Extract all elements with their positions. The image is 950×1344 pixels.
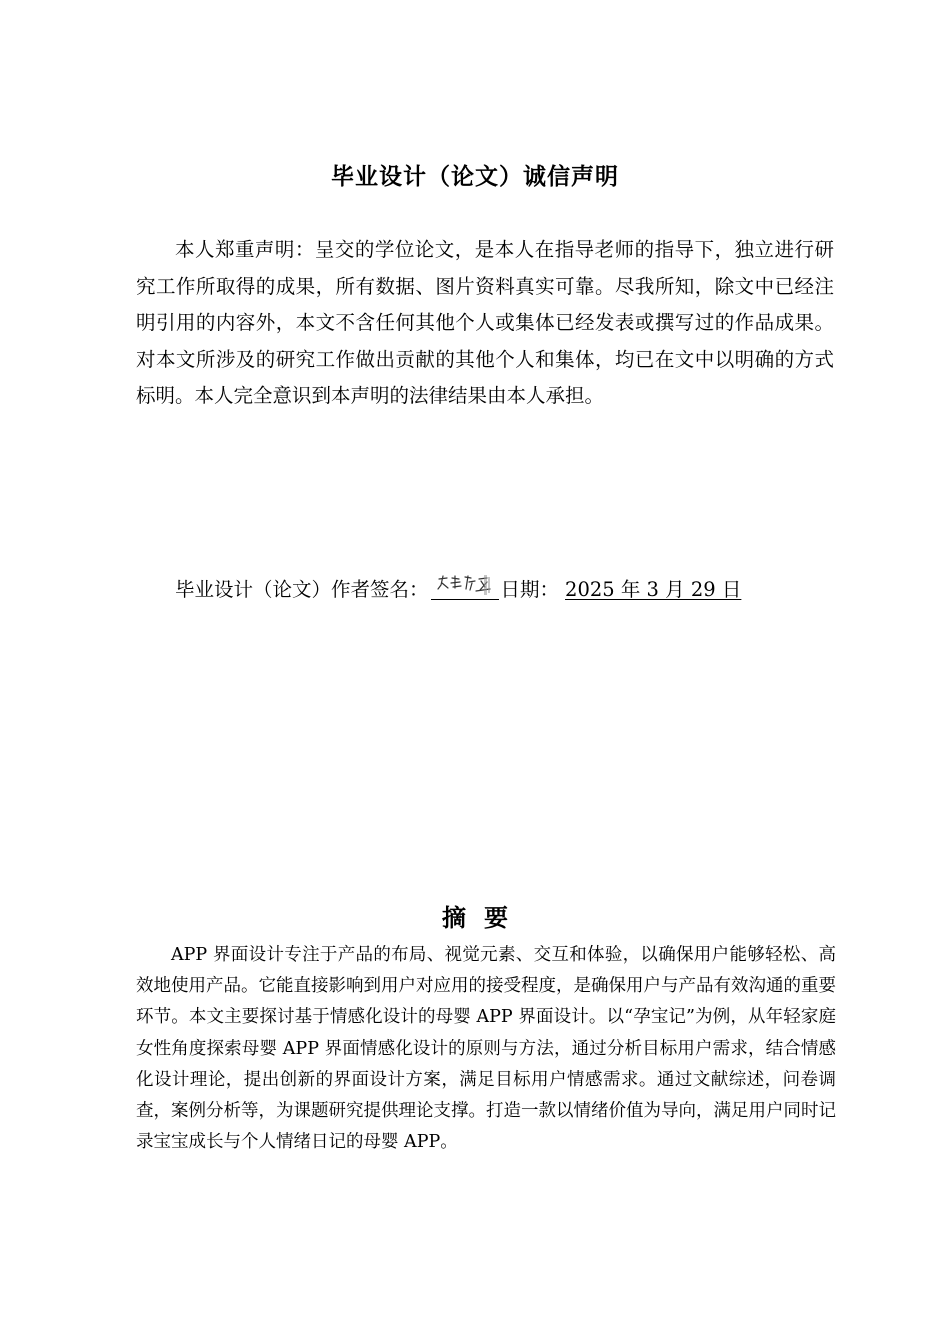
declaration-title: 毕业设计（论文）诚信声明	[331, 164, 619, 190]
date-label: 日期：	[500, 578, 560, 601]
date-value: 2025 年 3 月 29 日	[565, 578, 742, 601]
signature-scribble-icon	[435, 573, 495, 597]
abstract-title: 摘要	[442, 904, 526, 932]
signature-label: 毕业设计（论文）作者签名：	[175, 578, 429, 601]
abstract-body: APP 界面设计专注于产品的布局、视觉元素、交互和体验，以确保用户能够轻松、高效地使用产品。它能直接影响到用户对应用的接受程度，是确保用户与产品有效沟通的重要环节。本文主要探讨基于情感化设计的母婴 APP 界面设计。以“孕宝记”为例，从年轻家庭女性角度探索母婴 APP 界面情感化设计的原则与方法，通过分析目标用户需求，结合情感化设计理论，提出创新的界面设计方案，满足目标用户情感需求。通过文献综述，问卷调查，案例分析等，为课题研究提供理论支撑。打造一款以情绪价值为导向，满足用户同时记录宝宝成长与个人情绪日记的母婴 APP。	[136, 945, 836, 1153]
handwritten-signature	[431, 575, 499, 600]
signature-line	[175, 575, 741, 605]
declaration-body: 本人郑重声明：呈交的学位论文，是本人在指导老师的指导下，独立进行研究工作所取得的成果，所有数据、图片资料真实可靠。尽我所知，除文中已经注明引用的内容外，本文不含任何其他个人或集体已经发表或撰写过的作品成果。对本文所涉及的研究工作做出贡献的其他个人和集体，均已在文中以明确的方式标明。本人完全意识到本声明的法律结果由本人承担。	[136, 238, 834, 407]
